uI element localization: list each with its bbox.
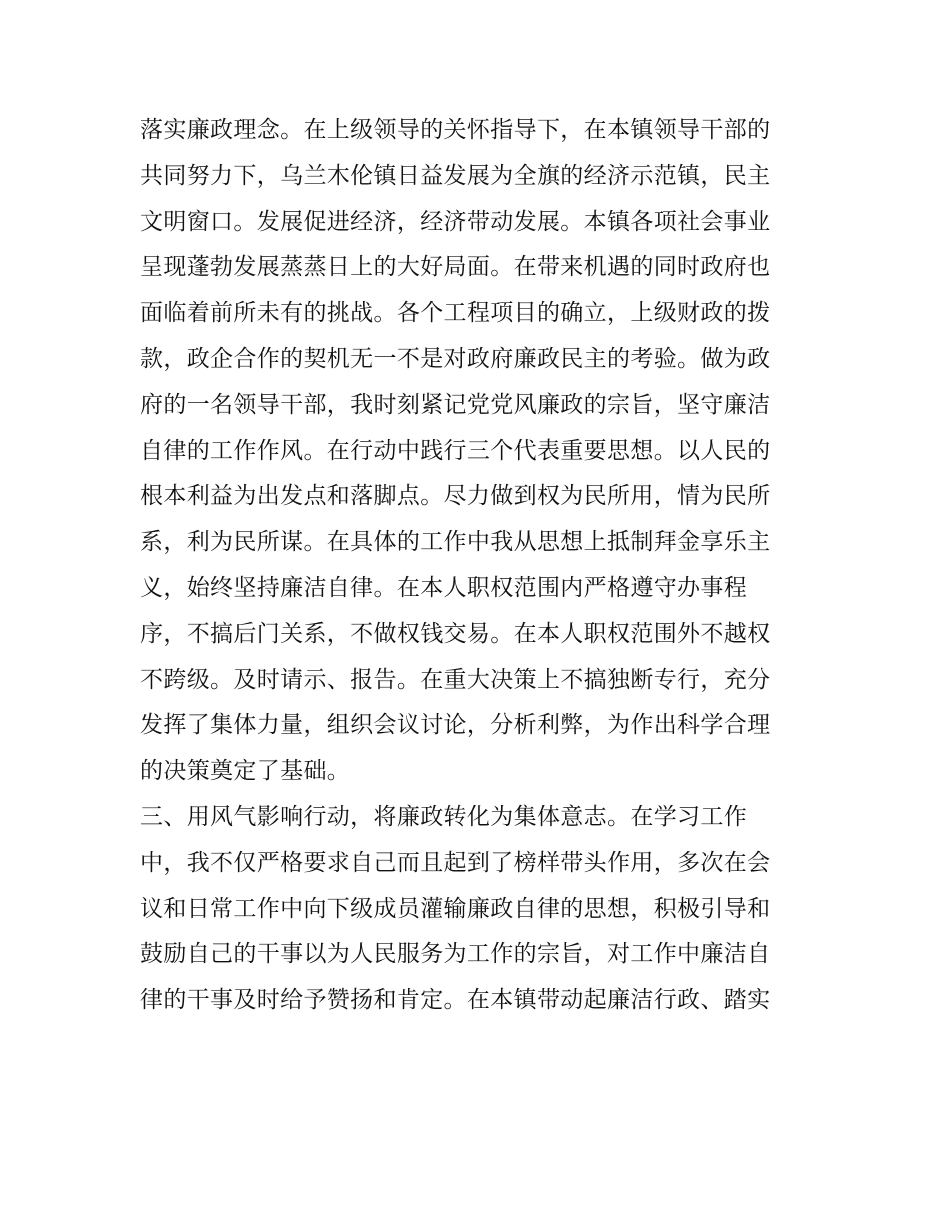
text-line: 发挥了集体力量，组织会议讨论，分析利弊，为作出科学合理 — [140, 712, 771, 739]
text-line: 文明窗口。发展促进经济，经济带动发展。本镇各项社会事业 — [140, 208, 771, 235]
text-line: 共同努力下，乌兰木伦镇日益发展为全旗的经济示范镇，民主 — [140, 162, 771, 189]
text-line: 中，我不仅严格要求自己而且起到了榜样带头作用，多次在会 — [140, 849, 771, 876]
text-line: 不跨级。及时请示、报告。在重大决策上不搞独断专行，充分 — [140, 666, 771, 693]
section-heading-line: 三、用风气影响行动，将廉政转化为集体意志。在学习工作 — [140, 803, 748, 830]
text-line: 根本利益为出发点和落脚点。尽力做到权为民所用，情为民所 — [140, 483, 771, 510]
text-line: 鼓励自己的干事以为人民服务为工作的宗旨，对工作中廉洁自 — [140, 941, 771, 968]
text-line: 款，政企合作的契机无一不是对政府廉政民主的考验。做为政 — [140, 345, 771, 372]
text-line: 府的一名领导干部，我时刻紧记党党风廉政的宗旨，坚守廉洁 — [140, 391, 771, 418]
text-line: 律的干事及时给予赞扬和肯定。在本镇带动起廉洁行政、踏实 — [140, 987, 771, 1014]
text-line: 序，不搞后门关系，不做权钱交易。在本人职权范围外不越权 — [140, 620, 771, 647]
body-text — [140, 108, 820, 1024]
text-line: 系，利为民所谋。在具体的工作中我从思想上抵制拜金享乐主 — [140, 529, 771, 556]
text-line: 呈现蓬勃发展蒸蒸日上的大好局面。在带来机遇的同时政府也 — [140, 254, 771, 281]
text-line: 面临着前所未有的挑战。各个工程项目的确立，上级财政的拨 — [140, 300, 771, 327]
text-line: 落实廉政理念。在上级领导的关怀指导下，在本镇领导干部的 — [140, 117, 771, 143]
text-line: 议和日常工作中向下级成员灌输廉政自律的思想，积极引导和 — [140, 895, 771, 922]
text-line: 义，始终坚持廉洁自律。在本人职权范围内严格遵守办事程 — [140, 574, 748, 601]
text-line: 的决策奠定了基础。 — [140, 758, 351, 785]
text-line: 自律的工作作风。在行动中践行三个代表重要思想。以人民的 — [140, 437, 771, 464]
